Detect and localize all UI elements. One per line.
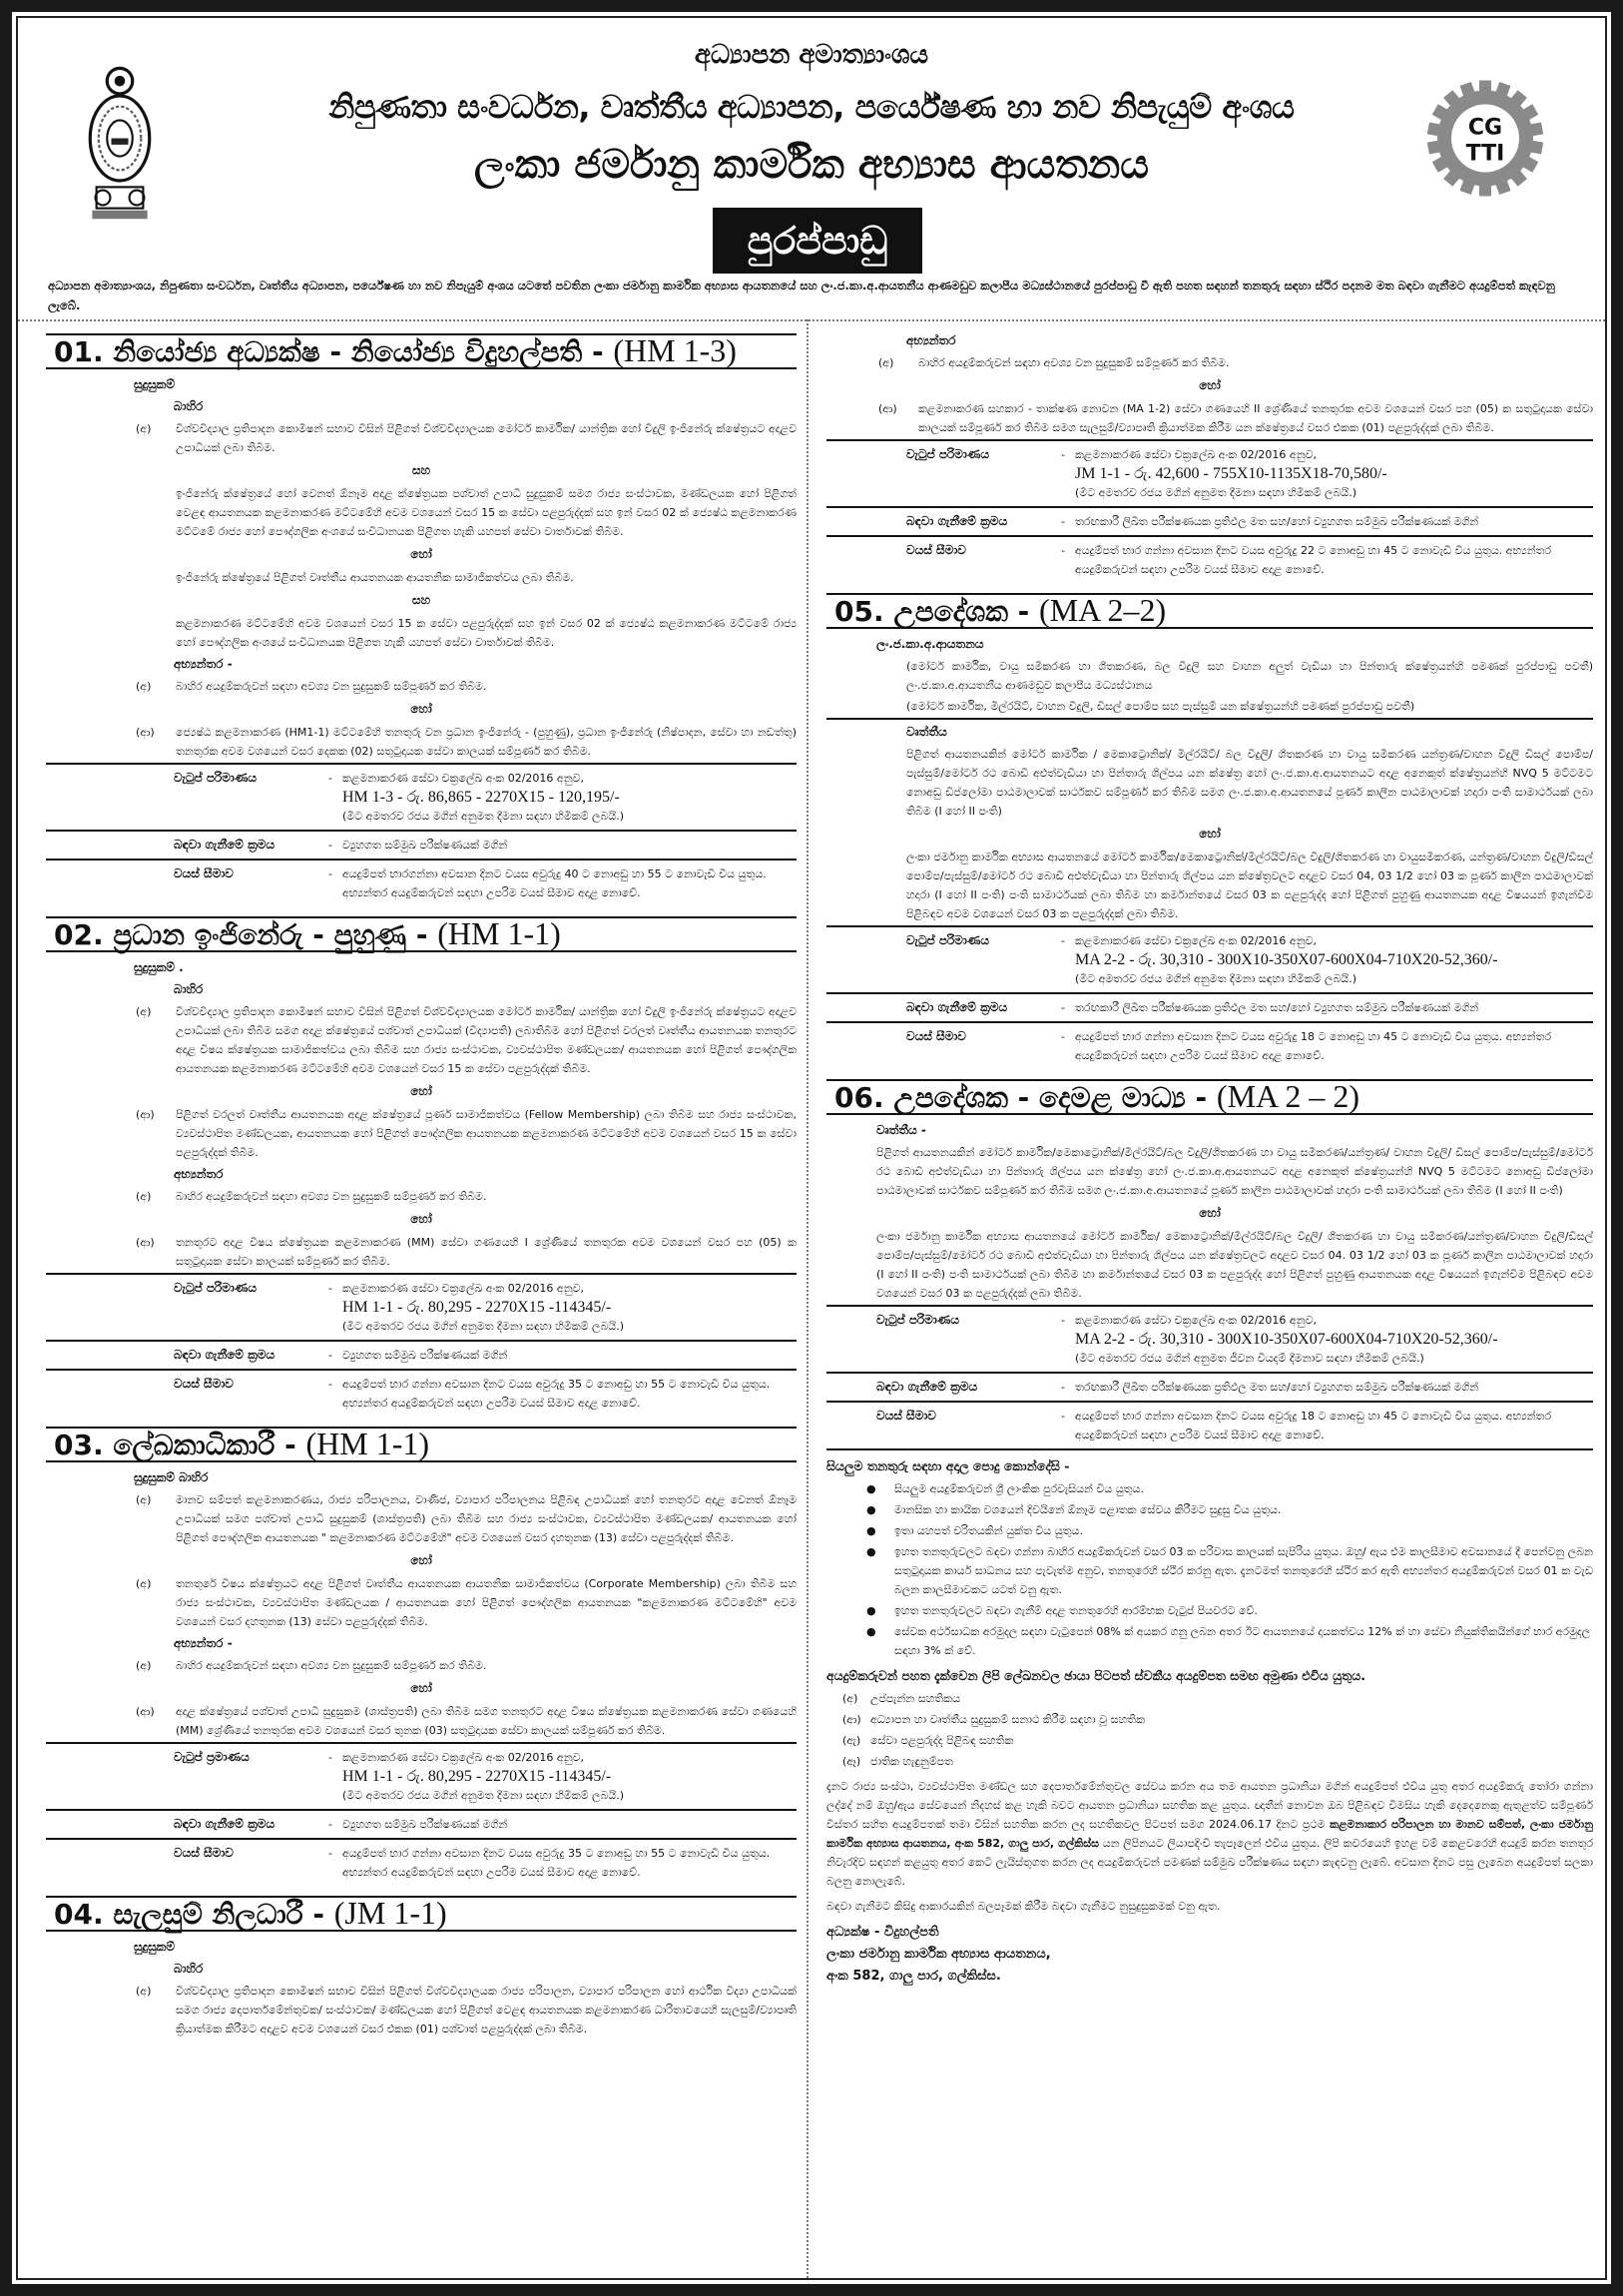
internal-label: අභ්‍යන්තර - — [174, 657, 233, 671]
qualifications-label: සුදුසුකම් බාහිර — [134, 1470, 209, 1484]
internal-label: අභ්‍යන්තර — [906, 333, 956, 347]
division-title: නිපුණතා සංවර්ධන, වෘත්තීය අධ්‍යාපන, පර්යේෂණ හා නව නිපැයුම් අංශය — [328, 88, 1295, 126]
list-item: (අ) විශ්වවිද්‍යාල ප්‍රතිපාදන කොමිෂන් සභාව විසින් පිළිගත් විශ්වවිද්‍යාලයක මෝටර් කාර්මික/ යාන්ත්‍රික හෝ විදුලි ඉංජිනේරු ක්ෂේත්‍රයට අදාළව උපාධියක් ලබා තිබීම සමග අදාළ ක්ෂේත්‍රයේ පශ්චාත් උපාධියක් (විද්‍යාපති) ලබාතිබීම හෝ පිළිගත් වරලත් වෘත්තීය ආයතනයක තනතුරට අදාළ විෂය ක්ෂේත්‍රයක සාමාජිකත්වය ලබා තිබීම සහ රාජ්‍ය සංස්ථාවක, ව්‍යවස්ථාපිත මණ්ඩලයක/ ආයතනයක හෝ පිළිගත් පෞද්ගලික ආයතනයක කළමනාකරණ මට්ටමේහි අවම වශයෙන් වසර 15 ක සේවා පළපුරුද්දක් තිබීම. — [136, 1005, 797, 1075]
list-item: (අ) බාහිර අයදුම්කරුවන් සඳහා අවශ්‍ය වන සුදුසුකම් සම්පූර්ණ කර තිබීම. — [878, 356, 1230, 369]
age-row: වයස් සීමාව - අයදුම්පත් භාර ගන්නා අවසාන දිනට වයස අවුරුදු 18 ට නොඅඩු හා 45 ට නොවැඩි විය යුතුය. අභ්‍යන්තර අයදුම්කරුවන් සඳහා උපරිම වයස් සීමාව අදාළ නොවේ. — [826, 1021, 1593, 1069]
and-separator: සහ — [411, 593, 431, 607]
common-conditions-title: සියලුම තනතුරු සඳහා අදාල පොදු කොන්දේසි - — [826, 1458, 1070, 1473]
section-title: 01. නියෝජ්‍ය අධ්‍යක්ෂ - නියෝජ්‍ය විදුහල්පති - (HM 1-3) — [46, 333, 797, 369]
cgtti-gear-logo-icon — [1425, 76, 1545, 201]
column-divider — [807, 319, 809, 2278]
header-divider — [18, 319, 1605, 321]
recruitment-row: බඳවා ගැනීමේ ක්‍රමය - තරඟකාරී ලිඛිත පරීක්ෂණයක ප්‍රතිඵල මත සහ/හෝ ව්‍යුහගත සම්මුඛ පරීක්ෂණයක් මගින් — [826, 506, 1593, 535]
or-separator: හෝ — [1199, 1206, 1221, 1220]
application-address: කළමනාකාර පරිපාලන හා මානව සම්පත්, ලංකා ජර්මානු කාර්මික අභ්‍යාස ආයතනය, අංක 582, ගාලු පාර, ගල්කිස්ස — [826, 1818, 1594, 1850]
or-separator: හෝ — [410, 1084, 432, 1098]
section-02 — [46, 916, 797, 1417]
salary-row: වැටුප් පරිමාණය - කළමනාකරණ සේවා චක්‍රලේඛ අංක 02/2016 අනුව, HM 1-1 - රු. 80,295 - 2270X15 -114345/- (මීට අමතරව රජය මගින් අනුමත දීමනා සඳහා හිමිකම් ලබයි.) — [46, 1273, 797, 1340]
recruitment-row: බඳවා ගැනීමේ ක්‍රමය - ව්‍යුහගත සම්මුඛ පරීක්ෂණයක් මගින් — [46, 1340, 797, 1369]
svg-text:CG: CG — [1467, 115, 1503, 141]
section-06: 06. උපදේශක - දෙමළ මාධ්‍ය - (MA 2 – 2) වෘත්තීය - පිළිගත් ආයතනයකින් මෝටර් කාර්මික/මෙකාට්‍රොනික්/මිල්රයිට්/බල විදුලි/ශීතකරණ හා වායු සමීකරණ/යන්ත්‍රණ/ වාහන විදුලි/ ඩීසල් පොම්ප/පැස්සුම්/මෝටර් රථ බොඩි අළුත්වැඩියා හා පින්තාරු ශිල්පය යන ක්ෂේත්‍ර හෝ ලං.ජ.කා.අ.ආයතනයට අදාළ අනෙකුත් ක්ෂේත්‍රයන්හි NVQ 5 මට්ටමට නොඅඩු ඩිප්ලෝමා පාඨමාලාවක් සාර්ථකව සම්පූර්ණ කර තිබීම සමග ලං.ජ.කා.අ.ආයතනයේ පූර්ණ කාලීන පාඨමාලාවක් හදාරා පංති සාමාර්ථයක් ලබා තිබීම (I හෝ II පංති) හෝ ලංකා ජර්මානු කාර්මික අභ්‍යාස ආයතනයේ මෝටර් කාර්මික/ මෙකාට්‍රොනික්/මිල්රයිට්/බල විදුලි/ ශීතකරණ හා වායු සමීකරණ/යන්ත්‍රණ/වාහන විදුලි/ඩීසල් පොම්ප/පැස්සුම්/මෝටර් රථ බොඩි අළුත්වැඩියා හා පින්තාරු ශිල්පය යන ක්ෂේත්‍රවලට අදාළව වසර 04. 03 1/2 හෝ 03 ක පූර්ණ කාලීන පාඨමාලාවක් හදාරා (I හෝ II පංති) පංති සාමාර්ථයක් ලබා තිබීම හා කර්මාන්තයේ වසර 03 ක පළපුරුද්ද හෝ පිළිගත් පුහුණු ආයතනයක අදාළ විෂයයන් ඉගැන්වීම පිළිබඳව අවම වශයෙන් වසර 03 ක පළපුරුද්දක් ලබා තිබීම. වැටුප් පරිමාණය - කළමනාකරණ සේවා චක්‍රලේඛ අංක 02/2016 අනුව, MA 2-2 - රු. 30,310 - 300X10-350X07-600X04-710X20-52,360/- (මීට අමතරව රජය මගින් අනුමත ජීවන වියදම් දීමනාව සඳහා හිමිකම් ලබයි.) බඳවා ගැනීමේ ක්‍රමය - තරඟකාරී ලිඛිත පරීක්ෂණයක ප්‍රතිඵල මත සහ/හෝ ව්‍යුහගත සම්මුඛ පරීක්ෂණයක් මගින් වයස් සීමාව - අයදුම්පත් භාර ගන්නා අවසාන දිනට වයස අවුරුදු 18 ට නොඅඩු හා 45 ට නොවැඩි විය යුතුය. අභ්‍යන්තර අයදුම්කරුවන් සඳහා උපරිම වයස් සීමාව අදාළ නොවේ. — [826, 1079, 1593, 1450]
grade-code: (JM 1-1) — [333, 1895, 447, 1931]
paragraph: ඉංජිනේරු ක්ෂේත්‍රයේ හෝ වෙනත් ඕනෑම අදාළ ක්ෂේත්‍රයක පශ්චාත් උපාධි සුදුසුකම් සමග රාජ්‍ය සංස්ථාවක, මණ්ඩලයක හෝ පිළිගත් වෙළඳ ආයතනයක කළමනාකරණ මට්ටමේහි අවම වශයෙන් වසර 15 ක සේවා පළපුරුද්දක් සහ ඉන් වසර 02 ක් ජ්‍යෙෂ්ඨ කළමනාකරණ මට්ටමේ රාජ්‍ය හෝ පෞද්ගලික අංශයේ සංවිධානයක පිළිගත හැකි යහපත් සේවා වාර්තාවක් තිබීම. — [176, 487, 797, 538]
section-04-continued — [826, 331, 1593, 583]
or-separator: හෝ — [1199, 827, 1221, 841]
application-instructions: දැනට රාජ්‍ය සංස්ථා, ව්‍යවස්ථාපිත මණ්ඩල සහ දෙපාර්තමේන්තුවල සේවය කරන අය තම ආයතන ප්‍රධානියා මගින් අයදුම්පත් එවිය යුතු අතර අයදුම්කරු තෝරා ගන්නා ලද්දේ නම් ඔහු/ඇය සේවයෙන් නිදහස් කළ හැකි බවට ආයතන ප්‍රධානියා සහතික කළ යුතුය. ඥාතීන් නොවන ඔබ පිළිබඳව විමසිය හැකි දෙදෙනෙකු ඇතුළත්ව සම්පූර්ණ විස්තර සහිත අයදුම්පතක් තමා විසින් සහතික කරන ලද සහතිකවල පිටපත් සමග 2024.06.17 දිනට ප්‍රථම කළමනාකාර පරිපාලන හා මානව සම්පත්, ලංකා ජර්මානු කාර්මික අභ්‍යාස ආයතනය, අංක 582, ගාලු පාර, ගල්කිස්ස යන ලිපිනයට ලියාපදිංචි තැපෑලෙන් එවිය යුතුය. ලිපි කවරයෙහි ඉහළ වම් කෙළවරෙහි අයදුම් කරන තනතුර නිවැරදිව සඳහන් කළයුතු අතර කෙටි ලැයිස්තුගත කරන ලද අයදුම්කරුවන් පමණක් සම්මුඛ පරීක්ෂණය සඳහා කැඳවනු ලැබේ. අවසාන දිනට පසු ලැබෙන අයදුම්පත් සලකා බලනු නොලැබේ. — [826, 1780, 1594, 1888]
bullet-icon: ● — [866, 1625, 876, 1638]
section-title: 03. ලේඛකාධිකාරී - (HM 1-1) — [46, 1427, 797, 1462]
qualifications-label: සුදුසුකම් — [134, 377, 175, 391]
paragraph: ඉංජිනේරු ක්ෂේත්‍රයේ පිළිගත් වෘත්තීය ආයතනයක ආයතනික සාමාජිකත්වය ලබා තිබීම. — [176, 571, 574, 584]
list-item: (ආ) අදාළ ක්ෂේත්‍රයේ පශ්චාත් උපාධි සුදුසුකම (ශාස්ත්‍රපති) ලබා තිබීම සමග තනතුරට අදාළ විෂය ක්ෂේත්‍රයක කළමනාකරණ සේවා ගණයෙහි (MM) ශ්‍රේණියේ තනතුරක අවම වශයෙන් වසර තුනක (03) සතුටුදායක සේවා කාලයක් සම්පූර්ණ කර තිබීම. — [136, 1705, 797, 1737]
warning-note: බඳවා ගැනීමට කිසිදු ආකාරයකින් බලපෑමක් කිරීම බඳවා ගැනීමට නුසුදුසුකමක් වනු ඇත. — [826, 1900, 1221, 1913]
list-item: ● ඉහත තනතුරුවලට බඳවා ගැනීම් අදාළ තනතුරෙහි ආරම්භක වැටුප් පියවරට වේ. — [866, 1601, 1593, 1620]
right-column — [826, 323, 1593, 1988]
list-item: ● සේවක අර්ථසාධක අරමුදල සඳහා වැටුපෙන් 08% ක් අයකර ගනු ලබන අතර ඊට ආයතනයේ දායකත්වය 12% ක් හා සේවා නියුක්තිකයින්ගේ භාර අරමුදල සඳහා 3% ක් වේ. — [866, 1622, 1593, 1660]
or-separator: හෝ — [1199, 378, 1221, 392]
ministry-title: අධ්‍යාපන අමාත්‍යාංශය — [694, 40, 929, 70]
vocational-label: වෘත්තීය - — [876, 1123, 926, 1137]
external-label: බාහිර — [174, 399, 204, 413]
vocational-label: වෘත්තීය — [906, 725, 947, 739]
age-row: වයස් සීමාව - අයදුම්පත් භාර ගන්නා අවසාන දිනට වයස අවුරුදු 22 ට නොඅඩු හා 45 ට නොවැඩි විය යුතුය. අභ්‍යන්තර අයදුම්කරුවන් සඳහා උපරිම වයස් සීමාව අදාළ නොවේ. — [826, 535, 1593, 583]
qualifications-label: සුදුසුකම් — [134, 1940, 175, 1954]
list-item: (අ) බාහිර අයදුම්කරුවන් සඳහා අවශ්‍ය වන සුදුසුකම් සම්පූර්ණ කර තිබීම. — [136, 1190, 487, 1203]
salary-row: වැටුප් පරිමාණය - කළමනාකරණ සේවා චක්‍රලේඛ අංක 02/2016 අනුව, HM 1-3 - රු. 86,865 - 2270X15 - 120,195/- (මීට අමතරව රජය මගින් අනුමත දීමනා සඳහා හිමිකම් ලබයි.) — [46, 763, 797, 830]
external-label: බාහිර — [174, 982, 204, 996]
grade-code: (HM 1-1) — [437, 915, 561, 951]
list-item: (අ) විශ්වවිද්‍යාල ප්‍රතිපාදන කොමිෂන් සභාව විසින් පිළිගත් විශ්වවිද්‍යාලයක රාජ්‍ය පරිපාලන, ව්‍යාපාර පරිපාලන හෝ ආර්ථික විද්‍යා උපාධියක් සමග රාජ්‍ය දෙපාර්තමේන්තුවක/ සංස්ථාවක/ මණ්ඩලයක හෝ පිළිගත් වෙළඳ ආයතනයක කළමනාකරණ ධාරිතාවයෙහි සැලසුම්/ව්‍යාපෘති ක්‍රියාත්මක කිරීමට අදාළව අවම වශයෙන් වසර එකක (01) පශ්චාත් පළපුරුද්දක් ලබා තිබීම. — [136, 1985, 797, 2035]
list-item: (අ) තනතුරේ විෂය ක්ෂේත්‍රයට අදාළ පිළිගත් වෘත්තීය ආයතනයක ආයතනික සාමාජිකත්වය (Corporate Membership) ලබා තිබීම සහ රාජ්‍ය සංස්ථාවක, ව්‍යවස්ථාපිත මණ්ඩලයක / ආයතනයක හෝ පිළිගත් පෞද්ගලික ආයතනයක "කළමනාකරණ මට්ටමේහි" අවම වශයෙන් වසර දහතුනක (13) සේවා පළපුරුද්දක් තිබීම. — [136, 1577, 797, 1628]
salary-scale: HM 1-1 - රු. 80,295 - 2270X15 -114345/- — [342, 1299, 612, 1316]
salary-scale: JM 1-1 - රු. 42,600 - 755X10-1135X18-70,580/- — [1075, 465, 1387, 482]
internal-label: අභ්‍යන්තර - — [174, 1636, 233, 1650]
section-01 — [46, 333, 797, 906]
or-separator: හෝ — [410, 1212, 432, 1226]
signature-block: අධ්‍යක්ෂ - විදුහල්පති ලංකා ජර්මානු කාර්මික අභ්‍යාස ආයතනය, අංක 582, ගාලු පාර, ගල්කිස්ස. — [826, 1925, 1051, 1984]
section-title: 05. උපදේශක - (MA 2–2) — [826, 593, 1593, 629]
list-item: (ආ) කළමනාකරණ සහකාර - තාක්ෂණ නොවන (MA 1-2) සේවා ගණයෙහි II ශ්‍රේණියේ තනතුරක අවම වශයෙන් වසර පහ (05) ක සතුටුදායක සේවා කාලයක් සම්පූර්ණ කර තිබීම සමග සැලසුම්/ව්‍යාපෘති ක්‍රියාත්මක කිරීම යන ක්ෂේත්‍රයේ වසර එකක (01) පළපුරුද්දක් ලබා තිබීම. — [878, 402, 1593, 434]
external-label: බාහිර — [174, 1962, 204, 1976]
document-body — [16, 16, 1607, 2280]
document-item: (ඇ) සේවා පළපුරුද්ද පිළිබඳ සහතික — [842, 1734, 1014, 1747]
list-item: ● මානසික හා කායික වශයෙන් දිවයිනේ ඕනෑම පළාතක සේවය කිරීමට සුදුසු විය යුතුය. — [866, 1500, 1593, 1519]
age-row: වයස් සීමාව - අයදුම්පත් භාරගන්නා අවසාන දිනට වයස අවුරුදු 40 ට නොඅඩු හා 55 ට නොවැඩි විය යුතුය. අභ්‍යන්තර අයදුම්කරුවන් සඳහා උපරිම වයස් සීමාව අදාළ නොවේ. — [46, 859, 797, 906]
list-item: (ආ) පිළිගත් වරලත් වෘත්තීය ආයතනයක අදාළ ක්ෂේත්‍රයේ පූර්ණ සාමාජිකත්වය (Fellow Membership) ලබා තිබීම සහ රාජ්‍ය සංස්ථාවක, ව්‍යවස්ථාපිත මණ්ඩලයක, ආයතනයක හෝ පිළිගත් පෞද්ගලික ආයතනයක කළමනාකරණ මට්ටමේහි අවම වශයෙන් වසර 15 ක සේවා පළපුරුද්දක් තිබීම. — [136, 1108, 797, 1159]
salary-scale: MA 2-2 - රු. 30,310 - 300X10-350X07-600X04-710X20-52,360/- — [1075, 951, 1498, 968]
section-05: 05. උපදේශක - (MA 2–2) ලං.ජ.කා.අ.ආයතනය (මෝටර් කාර්මික, වායු සමීකරණ හා ශීතකරණ, බල විදුලි සහ වාහන අලුත් වැඩියා හා පින්තාරු ක්ෂේත්‍රයන්හි පමණක් පුරප්පාඩු පවතී) ලං.ජ.කා.අ.ආයතනීය ආණමඩුව කලාපීය මධ්‍යස්ථානය (මෝටර් කාර්මික, මිල්රයිට්, වාහන විදුලි, ඩීසල් පොම්ප සහ පැස්සුම් යන ක්ෂේත්‍රයන්හි පමණක් පුරප්පාඩු පවතී) වෘත්තීය පිළිගත් ආයතනයකින් මෝටර් කාර්මික / මෙකාට්‍රොනික්/ මිල්රයිට්/ බල විදුලි/ ශීතකරණ හා වායු සමීකරණ යන්ත්‍රණ/වාහන විදුලි ඩීසල් පොම්ප/පැස්සුම්/මෝටර් රථ බොඩි අළුත්වැඩියා හා පින්තාරු ශිල්පය යන ක්ෂේත්‍ර හෝ ලං.ජ.කා.අ.ආයතනයට අදාළ අනෙකුත් ක්ෂේත්‍රයන්හි NVQ 5 මට්ටමට නොඅඩු ඩිප්ලෝමා පාඨමාලාවක් සාර්ථකව සම්පූර්ණ කර තිබීම සමග ලං.ජ.කා.අ.ආයතනයේ පූර්ණ කාලීන පාඨමාලාවක් හදාරා පංති සාමාර්ථයක් ලබා තිබීම (I හෝ II පංති) හෝ ලංකා ජර්මානු කාර්මික අභ්‍යාස ආයතනයේ මෝටර් කාර්මික/මෙකාට්‍රොනික්/මිල්රයිට්/බල විදුලි/ශීතකරණ හා වායුසමීකරණ, යන්ත්‍රණ/වාහන විදුලි/ඩීසල් පොම්ප/පැස්සුම්/මෝටර් රථ බොඩි අළුත්වැඩියා හා පින්තාරු ශිල්පය යන ක්ෂේත්‍රවලට අදාළව වසර 04, 03 1/2 හෝ 03 ක පූර්ණ කාලීන පාඨමාලාවක් හදාරා (I හෝ II පංති) පංති සාමාර්ථයක් ලබා තිබීම හා කර්මාන්තයේ වසර 03 ක පළපුරුද්ද හෝ පිළිගත් පුහුණු ආයතනයක අදාළ විෂයයන් ඉගැන්වීම පිළිබඳව අවම වශයෙන් වසර 03 ක පළපුරුද්දක් ලබා තිබීම. වැටුප් පරිමාණය - කළමනාකරණ සේවා චක්‍රලේඛ අංක 02/2016 අනුව, MA 2-2 - රු. 30,310 - 300X10-350X07-600X04-710X20-52,360/- (මීට අමතරව රජය මගින් අනුමත දීමනා සඳහා හිමිකම් ලබයි.) බඳවා ගැනීමේ ක්‍රමය - තරඟකාරී ලිඛිත පරීක්ෂණයක ප්‍රතිඵල මත සහ/හෝ ව්‍යුහගත සම්මුඛ පරීක්ෂණයක් මගින් වයස් සීමාව - අයදුම්පත් භාර ගන්නා අවසාන දිනට වයස අවුරුදු 18 ට නොඅඩු හා 45 ට නොවැඩි විය යුතුය. අභ්‍යන්තර අයදුම්කරුවන් සඳහා උපරිම වයස් සීමාව අදාළ නොවේ. — [826, 593, 1593, 1069]
section-04 — [46, 1896, 797, 2038]
age-row: වයස් සීමාව - අයදුම්පත් භාර ගන්නා අවසාන දිනට වයස අවුරුදු 18 ට නොඅඩු හා 45 ට නොවැඩි විය යුතුය. අභ්‍යන්තර අයදුම්කරුවන් සඳහා උපරිම වයස් සීමාව අදාළ නොවේ. — [826, 1401, 1593, 1448]
grade-code: (HM 1-1) — [305, 1426, 430, 1461]
common-conditions — [826, 1456, 1593, 1988]
institute-label: ලං.ජ.කා.අ.ආයතනය — [876, 637, 984, 651]
and-separator: සහ — [411, 463, 431, 477]
section-title: 04. සැලසුම් නිලධාරී - (JM 1-1) — [46, 1896, 797, 1932]
recruitment-row: බඳවා ගැනීමේ ක්‍රමය - තරඟකාරී ලිඛිත පරීක්ෂණයක ප්‍රතිඵල මත සහ/හෝ ව්‍යුහගත සම්මුඛ පරීක්ෂණයක් මගින් — [826, 1372, 1593, 1401]
salary-row: වැටුප් පරිමාණය - කළමනාකරණ සේවා චක්‍රලේඛ අංක 02/2016 අනුව, MA 2-2 - රු. 30,310 - 300X10-350X07-600X04-710X20-52,360/- (මීට අමතරව රජය මගින් අනුමත දීමනා සඳහා හිමිකම් ලබයි.) — [826, 925, 1593, 992]
age-row: වයස් සීමාව - අයදුම්පත් භාර ගන්නා අවසාන දිනට වයස අවුරුදු 35 ට නොඅඩු හා 55 ට නොවැඩි විය යුතුය. අභ්‍යන්තර අයදුම්කරුවන් සඳහා උපරිම වයස් සීමාව අදාළ නොවේ. — [46, 1838, 797, 1886]
or-separator: හෝ — [410, 1681, 432, 1695]
bullet-icon: ● — [866, 1503, 876, 1516]
document-item: (ආ) අධ්‍යාපන හා වෘත්තීය සුදුසුකම් සනාථ කිරීම සඳහා වූ සහතික — [842, 1713, 1146, 1726]
list-item: (ආ) ජ්‍යෙෂ්ඨ කළමනාකරණ (HM1-1) මට්ටමේහි තනතුරු වන ප්‍රධාන ඉංජිනේරු - (පුහුණු), ප්‍රධාන ඉංජිනේරු (නිෂ්පාදන, සේවා හා නඩත්තු) තනතුරක අවම වශයෙන් වසර දෙකක (02) සතුටුදායක සේවා කාලයක් සම්පූර්ණ කර තිබීම. — [136, 726, 797, 758]
grade-code: (HM 1-3) — [613, 332, 737, 368]
paragraph: කළමනාකරණ මට්ටමේහි අවම වශයෙන් වසර 15 ක සේවා පළපුරුද්දක් සහ ඉන් වසර 02 ක් ජ්‍යෙෂ්ඨ කළමනාකරණ මට්ටමේ රාජ්‍ය හෝ පෞද්ගලික අංශයේ සංවිධානයක පිළිගත හැකි යහපත් සේවා වාර්තාවක් තිබීම. — [176, 617, 797, 649]
section-title: 02. ප්‍රධාන ඉංජිනේරු - පුහුණු - (HM 1-1) — [46, 916, 797, 952]
institute-title: ලංකා ජර්මානු කාර්මික අභ්‍යාස ආයතනය — [474, 142, 1149, 188]
header — [18, 18, 1605, 313]
list-item: ● සියලුම අයදුම්කරුවන් ශ්‍රී ලාංකික පුරවැසියන් විය යුතුය. — [866, 1479, 1593, 1498]
list-item: (අ) බාහිර අයදුම්කරුවන් සඳහා අවශ්‍ය වන සුදුසුකම් සම්පූර්ණ කර තිබීම. — [136, 1659, 487, 1672]
salary-scale: HM 1-3 - රු. 86,865 - 2270X15 - 120,195/- — [342, 789, 620, 806]
list-item: ● ඉහත තනතුරුවලට බඳවා ගන්නා බාහිර අයදුම්කරුවන් වසර 03 ක පරිවාස කාලයක් සැපිරිය යුතුය. ඔහු/ ඇය එම කාලසීමාව අවසානයේ දී පෙන්වනු ලබන සතුටුදායක කාර්ය සාධනය සහ පැවැත්ම අනුව, තනතුරෙහි ස්ථිර කරනු ඇත. දැනටමත් තනතුරෙහි ස්ථිර කර ඇති අභ්‍යන්තර අයදුම්කරුවන් වසර 01 ක වැඩ බලන කාලසීමාවකට යටත් වනු ඇත. — [866, 1542, 1593, 1599]
vacancies-banner: පුරප්පාඩු — [713, 208, 922, 274]
list-item: (අ) විශ්වවිද්‍යාල ප්‍රතිපාදන කොමිෂන් සභාව විසින් පිළිගත් විශ්වවිද්‍යාලයක මෝටර් කාර්මික/ යාන්ත්‍රික හෝ විදුලි ඉංජිනේරු ක්ෂේත්‍රයට අදාළව උපාධියක් ලබා තිබීම. — [136, 422, 797, 454]
document-item: (ඈ) ජාතික හැඳුනුම්පත — [842, 1755, 953, 1768]
internal-label: අභ්‍යන්තර — [174, 1167, 224, 1181]
recruitment-row: බඳවා ගැනීමේ ක්‍රමය - ව්‍යුහගත සම්මුඛ පරීක්ෂණයක් මගින් — [46, 830, 797, 859]
list-item: (ආ) තනතුරට අදාළ විෂය ක්ෂේත්‍රයක කළමනාකරණ (MM) සේවා ගණයෙහි I ශ්‍රේණියේ තනතුරක අවම වශයෙන් වසර පහ (05) ක සතුටුදායක සේවා කාලයක් සම්පූර්ණ කර තිබීම. — [136, 1236, 797, 1268]
age-row: වයස් සීමාව - අයදුම්පත් භාර ගන්නා අවසාන දිනට වයස අවුරුදු 35 ට නොඅඩු හා 55 ට නොවැඩි විය යුතුය. අභ්‍යන්තර අයදුම්කරුවන් සඳහා උපරිම වයස් සීමාව අදාළ නොවේ. — [46, 1369, 797, 1417]
or-separator: හෝ — [410, 702, 432, 716]
bullet-icon: ● — [866, 1545, 876, 1558]
bullet-icon: ● — [866, 1482, 876, 1495]
salary-row: වැටුප් ප්‍රමාණය - කළමනාකරණ සේවා චක්‍රලේඛ අංක 02/2016 අනුව, HM 1-1 - රු. 80,295 - 2270X15 -114345/- (මීට අමතරව රජය මගින් අනුමත දීමනා සඳහා හිමිකම් ලබයි.) — [46, 1742, 797, 1809]
list-item: (අ) මානව සම්පත් කළමනාකරණය, රාජ්‍ය පරිපාලනය, වාණිජ, ව්‍යාපාර පරිපාලනය පිළිබඳ උපාධියක් හෝ තනතුරට අදාළ වෙනත් ඕනෑම උපාධියක් සමග පශ්චාත් උපාධි සුදුසුකම් (ශාස්ත්‍රපති) ලබා තිබීම සහ රාජ්‍ය සංස්ථාවක, ව්‍යවස්ථාපිත මණ්ඩලයක/ ආයතනයක හෝ පිළිගත් පෞද්ගලික ආයතනයක " කළමනාකරණ මට්ටමේහි" අවම වශයෙන් වසර දහතුනක (13) සේවා පළපුරුද්දක් තිබීම. — [136, 1493, 797, 1544]
or-separator: හෝ — [410, 547, 432, 561]
section-title: 06. උපදේශක - දෙමළ මාධ්‍ය - (MA 2 – 2) — [826, 1079, 1593, 1115]
bullet-icon: ● — [866, 1524, 876, 1537]
intro-paragraph: අධ්‍යාපන අමාත්‍යාංශය, නිපුණතා සංවර්ධන, වෘත්තීය අධ්‍යාපන, පර්යේෂණ හා නව නිපැයුම් අංශය යටතේ පවතින ලංකා ජර්මානු කාර්මික අභ්‍යාස ආයතනයේ සහ ලං.ජ.කා.අ.ආයතනීය ආණමඩුව කලාපීය මධ්‍යස්ථානයේ පුරප්පාඩු වී ඇති පහත සඳහන් තනතුරු සඳහා ස්ථිර පදනම මත බඳවා ගැනීමට අයදුම්පත් කැඳවනු ලැබේ. — [48, 279, 1555, 312]
list-item: ● ඉතා යහපත් චරිතයකින් යුක්ත විය යුතුය. — [866, 1521, 1593, 1540]
salary-row: වැටුප් පරිමාණය - කළමනාකරණ සේවා චක්‍රලේඛ අංක 02/2016 අනුව, JM 1-1 - රු. 42,600 - 755X10-1135X18-70,580/- (මීට අමතරව රජය මගින් අනුමත දීමනා සඳහා හිමිකම් ලබයි.) — [826, 439, 1593, 506]
salary-scale: HM 1-1 - රු. 80,295 - 2270X15 -114345/- — [342, 1768, 612, 1785]
bullet-icon: ● — [866, 1604, 876, 1617]
qualifications-label: සුදුසුකම් . — [134, 960, 184, 974]
document-item: (අ) උප්පැන්න සහතිකය — [842, 1692, 961, 1705]
grade-code: (MA 2–2) — [1039, 592, 1167, 628]
recruitment-row: බඳවා ගැනීමේ ක්‍රමය - ව්‍යුහගත සම්මුඛ පරීක්ෂණයක් මගින් — [46, 1809, 797, 1838]
documents-title: අයදුම්කරුවන් පහත දැක්වෙන ලිපි ලේඛනවල ඡායා පිටපත් ස්වකීය අයදුම්පත සමඟ අමුණා එවිය යුතුය. — [826, 1668, 1365, 1683]
left-column — [46, 323, 797, 2040]
salary-scale: MA 2-2 - රු. 30,310 - 300X10-350X07-600X04-710X20-52,360/- — [1075, 1331, 1498, 1348]
grade-code: (MA 2 – 2) — [1216, 1078, 1360, 1114]
salary-row: වැටුප් පරිමාණය - කළමනාකරණ සේවා චක්‍රලේඛ අංක 02/2016 අනුව, MA 2-2 - රු. 30,310 - 300X10-350X07-600X04-710X20-52,360/- (මීට අමතරව රජය මගින් අනුමත ජීවන වියදම් දීමනාව සඳහා හිමිකම් ලබයි.) — [826, 1305, 1593, 1372]
recruitment-row: බඳවා ගැනීමේ ක්‍රමය - තරඟකාරී ලිඛිත පරීක්ෂණයක ප්‍රතිඵල මත සහ/හෝ ව්‍යුහගත සම්මුඛ පරීක්ෂණයක් මගින් — [826, 992, 1593, 1021]
section-03 — [46, 1427, 797, 1886]
svg-text:TTI: TTI — [1465, 141, 1505, 167]
or-separator: හෝ — [410, 1553, 432, 1567]
list-item: (අ) බාහිර අයදුම්කරුවන් සඳහා අවශ්‍ය වන සුදුසුකම් සම්පූර්ණ කර තිබීම. — [136, 680, 487, 693]
